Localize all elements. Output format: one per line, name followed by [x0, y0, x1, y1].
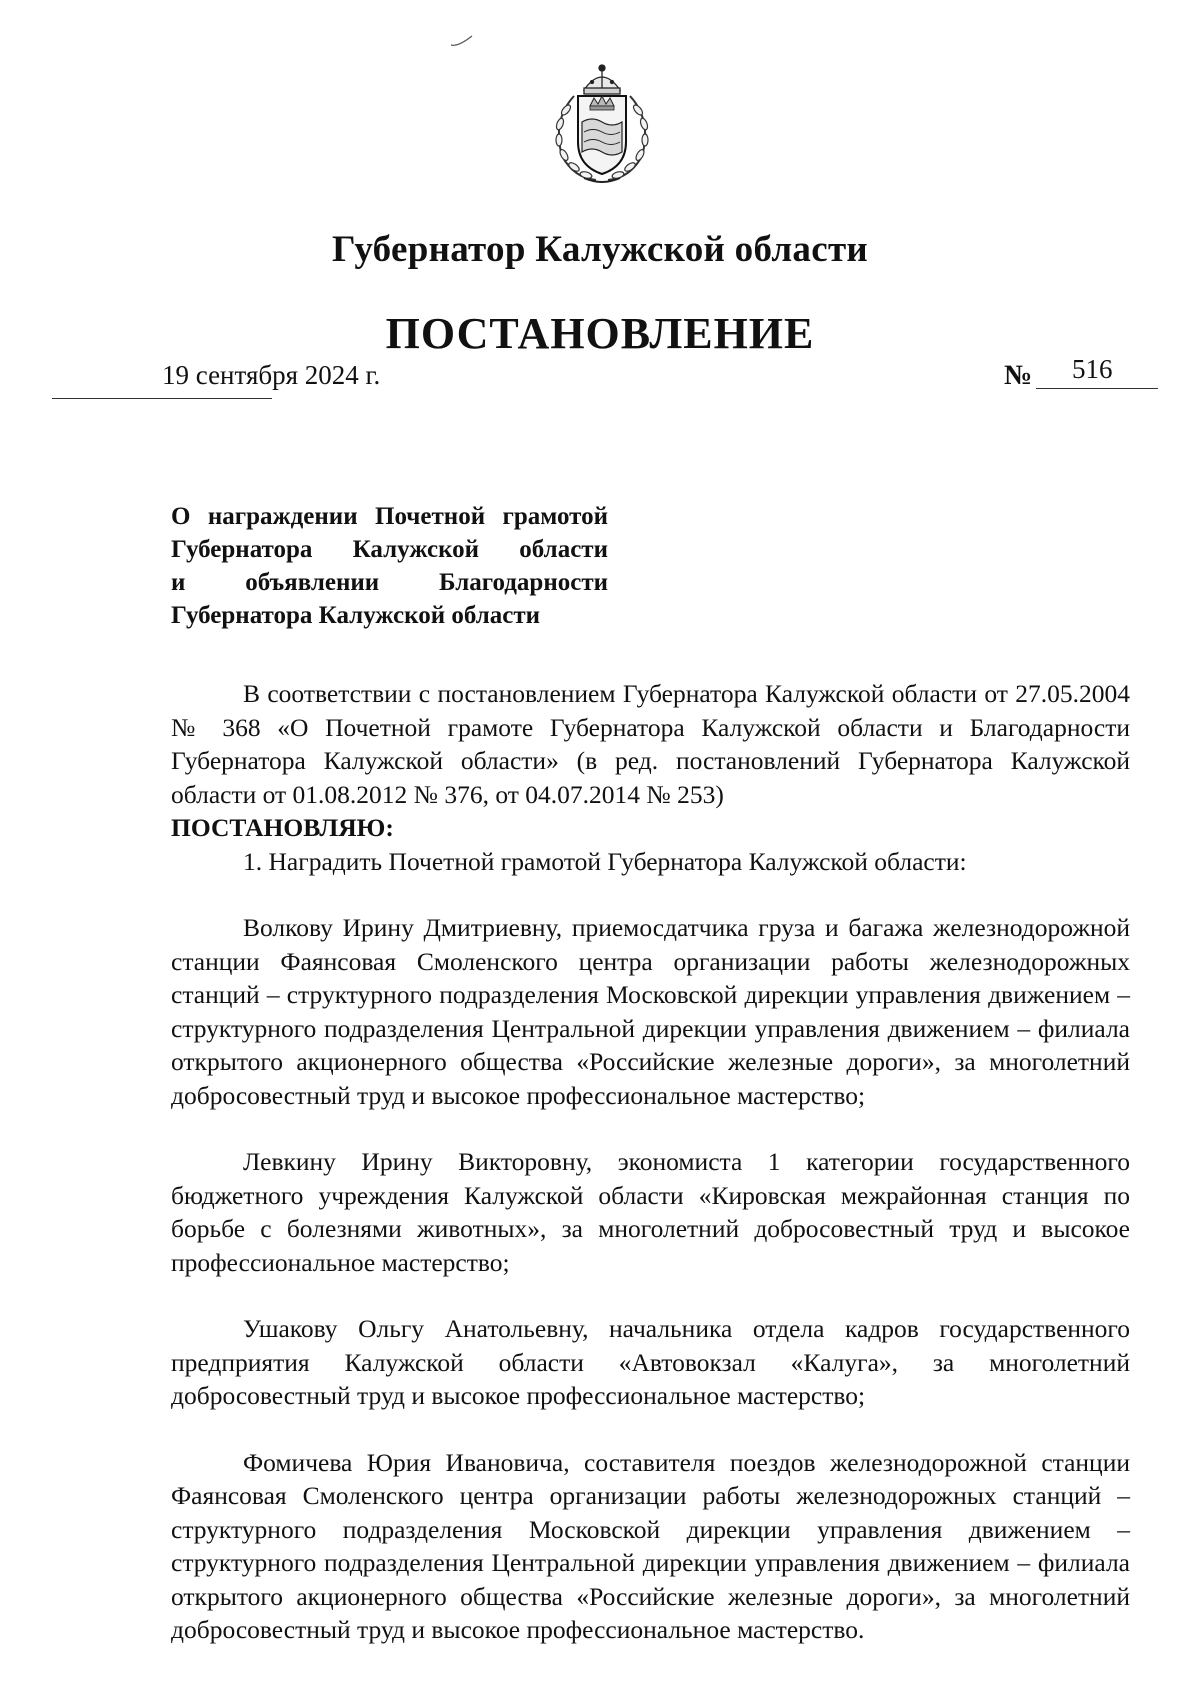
document-date: 19 сентября 2024 г.	[162, 360, 381, 390]
number-underline	[1036, 388, 1158, 389]
award-item-heading: 1. Наградить Почетной грамотой Губернатора Калужской области:	[243, 846, 967, 876]
awardee-paragraph: Волкову Ирину Дмитриевну, приемосдатчика груза и багажа железнодорожной станции Фаянсовая Смоленского центра организации работы железнодорожных станций – структурного подразделения Московской дирекции управления движением – структурного подразделения Центральной дирекции управления движением – филиала открытого акционерного общества «Российские железные дороги», за многолетний добросовестный труд и высокое профессиональное мастерство;	[171, 913, 1130, 1110]
number-sign: №	[1004, 360, 1033, 391]
document-body	[171, 677, 1130, 1647]
issuing-authority-title: Губернатор Калужской области	[331, 229, 869, 270]
document-subject	[171, 500, 608, 632]
handwritten-tick-mark	[450, 34, 474, 48]
subject-line: Губернатора Калужской области	[171, 536, 608, 563]
coat-of-arms-emblem	[544, 60, 660, 186]
date-underline	[52, 398, 272, 399]
preamble-paragraph: В соответствии с постановлением Губернатора Калужской области от 27.05.2004 № 368 «О Почетной грамоте Губернатора Калужской области и Благодарности Губернатора Калужской области» (в ред. постановлений Губернатора Калужской области от 01.08.2012 № 376, от 04.07.2014 № 253)	[171, 679, 1130, 809]
document-number: 516	[1072, 354, 1113, 384]
decree-keyword: ПОСТАНОВЛЯЮ:	[171, 813, 394, 842]
document-type-heading: ПОСТАНОВЛЕНИЕ	[385, 309, 815, 358]
awardee-paragraph: Левкину Ирину Викторовну, экономиста 1 категории государственного бюджетного учреждения Калужской области «Кировская межрайонная станция по борьбе с болезнями животных», за многолетний добросовестный труд и высокое профессиональное мастерство;	[171, 1147, 1130, 1277]
subject-line: Губернатора Калужской области	[171, 602, 541, 629]
awardee-paragraph: Фомичева Юрия Ивановича, составителя поездов железнодорожной станции Фаянсовая Смоленского центра организации работы железнодорожных станций – структурного подразделения Московской дирекции управления движением – структурного подразделения Центральной дирекции управления движением – филиала открытого акционерного общества «Российские железные дороги», за многолетний добросовестный труд и высокое профессиональное мастерство.	[171, 1447, 1130, 1644]
awardee-paragraph: Ушакову Ольгу Анатольевну, начальника отдела кадров государственного предприятия Калужской области «Автовокзал «Калуга», за многолетний добросовестный труд и высокое профессиональное мастерство;	[171, 1314, 1130, 1410]
subject-line: и объявлении Благодарности	[171, 569, 608, 596]
subject-line: О награждении Почетной грамотой	[171, 503, 608, 530]
